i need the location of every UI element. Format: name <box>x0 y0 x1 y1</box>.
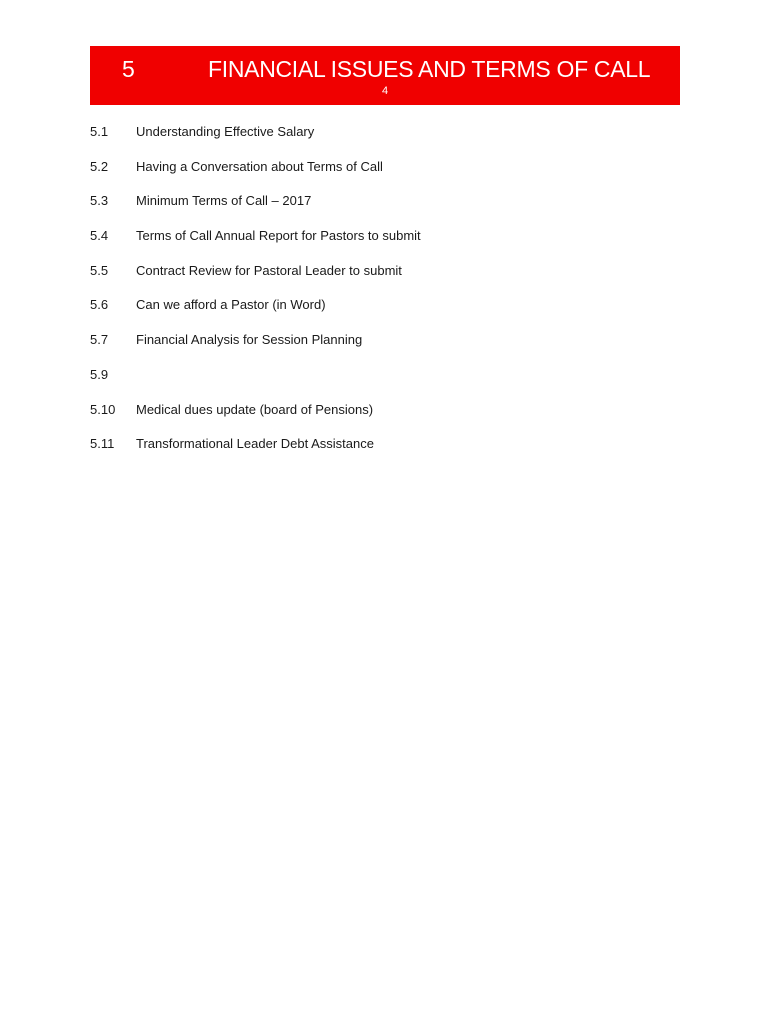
toc-item-5-2[interactable] <box>90 157 680 192</box>
toc-item-5-5[interactable] <box>90 261 680 296</box>
toc-item-5-11[interactable] <box>90 434 680 469</box>
toc-item-label[interactable]: Terms of Call Annual Report for Pastors to submit <box>136 228 421 244</box>
toc-item-label[interactable]: Can we afford a Pastor (in Word) <box>136 297 326 313</box>
toc-item-label[interactable]: Medical dues update (board of Pensions) <box>136 401 374 417</box>
toc-item-number: 5.2 <box>90 158 109 174</box>
toc-item-label[interactable]: Having a Conversation about Terms of Call <box>136 158 383 174</box>
toc-item-number: 5.5 <box>90 262 109 278</box>
toc-item-label[interactable]: Financial Analysis for Session Planning <box>136 332 363 348</box>
section-title: FINANCIAL ISSUES AND TERMS OF CALL <box>208 56 651 82</box>
toc-item-number: 5.9 <box>90 366 109 382</box>
toc-item-number: 5.7 <box>90 332 109 348</box>
toc-item-5-1[interactable] <box>90 122 680 157</box>
toc-item-label[interactable]: Transformational Leader Debt Assistance <box>136 436 374 452</box>
toc-item-5-7[interactable] <box>90 330 680 365</box>
toc-item-label[interactable]: Contract Review for Pastoral Leader to submit <box>136 262 402 278</box>
toc-item-5-10[interactable] <box>90 400 680 435</box>
table-of-contents <box>90 122 680 469</box>
toc-item-label[interactable]: Understanding Effective Salary <box>136 124 315 139</box>
toc-item-label[interactable]: Minimum Terms of Call – 2017 <box>136 193 312 209</box>
page-number: 4 <box>381 85 389 97</box>
toc-item-number: 5.11 <box>90 436 115 452</box>
toc-item-number: 5.6 <box>90 297 109 313</box>
toc-item-5-4[interactable] <box>90 226 680 261</box>
toc-item-number: 5.3 <box>90 193 109 209</box>
toc-item-5-6[interactable] <box>90 295 680 330</box>
toc-item-number: 5.4 <box>90 228 109 244</box>
toc-item-5-9 <box>90 365 680 400</box>
toc-item-number: 5.1 <box>90 124 109 139</box>
toc-item-5-3[interactable] <box>90 191 680 226</box>
toc-item-number: 5.10 <box>90 401 116 417</box>
section-number: 5 <box>122 56 135 82</box>
section-header-banner <box>90 46 680 105</box>
